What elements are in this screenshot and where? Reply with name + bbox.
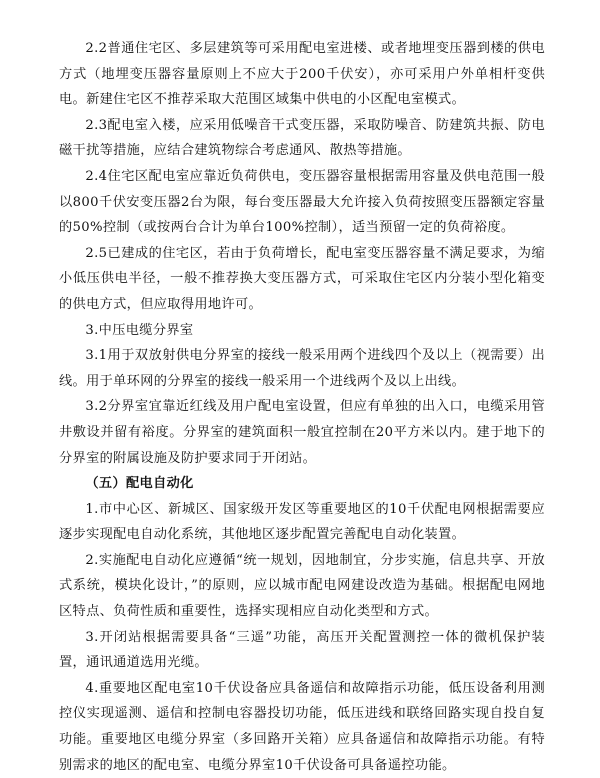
paragraph-2-4: 2.4住宅区配电室应靠近负荷供电，变压器容量根据需用容量及供电范围一般以800千伏安变压器2台为限，每台变压器最大允许接入负荷按照变压器额定容量的50%控制（或按两台合计为单台100%控制），适当预留一定的负荷裕度。 bbox=[59, 168, 545, 236]
paragraph-3-2: 3.2分界室宜靠近红线及用户配电室设置，但应有单独的出入口，电缆采用管井敷设并留有裕度。分界室的建筑面积一般宜控制在20平方米以内。建于地下的分界室的附属设施及防护要求同于开闭站。 bbox=[59, 399, 545, 466]
section-5-heading: （五）配电自动化 bbox=[85, 476, 194, 492]
paragraph-2-2: 2.2普通住宅区、多层建筑等可采用配电室进楼、或者地埋变压器到楼的供电方式（地埋变压器容量原则上不应大于200千伏安），亦可采用户外单相杆变供电。新建住宅区不推荐采取大范围区域集中供电的小区配电室模式。 bbox=[59, 41, 545, 108]
paragraph-3-1: 3.1用于双放射供电分界室的接线一般采用两个进线四个及以上（视需要）出线。用于单环网的分界室的接线一般采用一个进线两个及以上出线。 bbox=[59, 348, 545, 389]
automation-item-4: 4.重要地区配电室10千伏设备应具备遥信和故障指示功能，低压设备利用测控仪实现遥测、遥信和控制电容器投切功能，低压进线和联络回路实现自投自复功能。重要地区电缆分界室（多回路开关箱）应具备遥信和故障指示功能。有特别需求的地区的配电室、电缆分界室10千伏设备可具备遥控功能。 bbox=[59, 680, 545, 773]
automation-item-3: 3.开闭站根据需要具备“三遥”功能，高压开关配置测控一体的微机保护装置，通讯通道选用光缆。 bbox=[59, 629, 545, 671]
automation-item-1: 1.市中心区、新城区、国家级开发区等重要地区的10千伏配电网根据需要应逐步实现配电自动化系统，其他地区逐步配置完善配电自动化装置。 bbox=[59, 501, 545, 543]
paragraph-2-5: 2.5已建成的住宅区，若由于负荷增长，配电室变压器容量不满足要求，为缩小低压供电半径，一般不推荐换大变压器方式，可采取住宅区内分装小型化箱变的供电方式，但应取得用地许可。 bbox=[59, 245, 545, 312]
paragraph-2-3: 2.3配电室入楼，应采用低噪音干式变压器，采取防噪音、防建筑共振、防电磁干扰等措施，应结合建筑物综合考虑通风、散热等措施。 bbox=[59, 117, 545, 159]
document-page bbox=[59, 36, 545, 778]
heading-3-cable-room: 3.中压电缆分界室 bbox=[85, 322, 194, 338]
automation-item-2: 2.实施配电自动化应遵循“统一规划，因地制宜，分步实施，信息共享、开放式系统，模块化设计，”的原则，应以城市配电网建设改造为基础。根据配电网地区特点、负荷性质和重要性，选择实现相应自动化类型和方式。 bbox=[59, 552, 545, 620]
